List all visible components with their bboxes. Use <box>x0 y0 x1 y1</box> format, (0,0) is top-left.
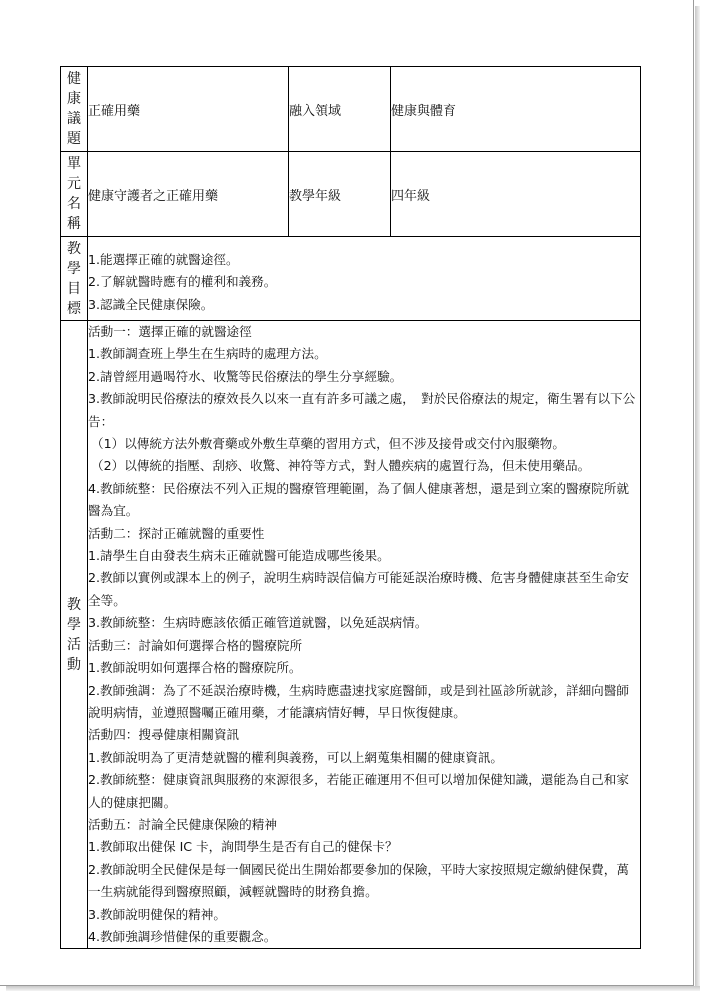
grade-value: 四年級 <box>391 152 641 237</box>
activity-step: 2.教師強調：為了不延誤治療時機，生病時應盡速找家庭醫師，或是到社區診所就診，詳細向醫師說明病情，並遵照醫囑正確用藥，才能讓病情好轉，早日恢復健康。 <box>88 682 629 720</box>
unit-value: 健康守護者之正確用藥 <box>88 152 289 237</box>
goal-item: 1.能選擇正確的就醫途徑。 <box>88 251 239 267</box>
activities-list <box>88 321 641 949</box>
goal-item: 2.了解就醫時應有的權利和義務。 <box>88 274 277 290</box>
activity-heading: 活動四：搜尋健康相關資訊 <box>88 727 240 743</box>
unit-label: 單 元 名 稱 <box>61 152 88 237</box>
activity-heading: 活動二：探討正確就醫的重要性 <box>88 525 265 541</box>
activity-step: 1.教師調查班上學生在生病時的處理方法。 <box>88 346 327 362</box>
activity-step: （2）以傳統的指壓、刮痧、收驚、神符等方式，對人體疾病的處置行為，但未使用藥品。 <box>91 458 591 474</box>
activity-step: 1.教師說明如何選擇合格的醫療院所。 <box>88 660 302 676</box>
domain-value: 健康與體育 <box>391 67 641 152</box>
activity-step: 2.請曾經用過喝符水、收驚等民俗療法的學生分享經驗。 <box>88 368 403 384</box>
unit-row <box>61 152 641 237</box>
activity-step: 4.教師強調珍惜健保的重要觀念。 <box>88 928 277 944</box>
activity-step: 2.教師統整：健康資訊與服務的來源很多，若能正確運用不但可以增加保健知識，還能為自己和家人的健康把關。 <box>88 772 629 810</box>
activity-heading: 活動五：討論全民健康保險的精神 <box>88 816 277 832</box>
activities-label: 教 學 活 動 <box>61 321 88 949</box>
activity-step: 3.教師統整：生病時應該依循正確管道就醫，以免延誤病情。 <box>88 615 428 631</box>
topic-label: 健 康 議 題 <box>61 67 88 152</box>
activity-step: 2.教師說明全民健保是每一個國民從出生開始都要參加的保險，平時大家按照規定繳納健保費，萬一生病就能得到醫療照顧，減輕就醫時的財務負擔。 <box>88 861 629 900</box>
goals-row <box>61 237 641 321</box>
activity-step: 1.請學生自由發表生病未正確就醫可能造成哪些後果。 <box>88 548 390 564</box>
domain-label: 融入領域 <box>289 67 391 152</box>
activity-heading: 活動一：選擇正確的就醫途徑 <box>88 324 252 339</box>
activity-step: 3.教師說明民俗療法的療效長久以來一直有許多可議之處， 對於民俗療法的規定，衛生署有以下公告： <box>88 391 636 429</box>
page-shadow-bottom <box>6 986 700 991</box>
topic-row <box>61 67 641 152</box>
goals-label: 教 學 目 標 <box>61 237 88 321</box>
topic-value: 正確用藥 <box>88 67 289 152</box>
activities-row <box>61 321 641 949</box>
activity-step: 2.教師以實例或課本上的例子，說明生病時誤信偏方可能延誤治療時機、危害身體健康甚至生命安全等。 <box>88 570 629 608</box>
page-shadow-right <box>695 6 700 988</box>
activity-heading: 活動三：討論如何選擇合格的醫療院所 <box>88 637 303 653</box>
activity-step: 4.教師統整：民俗療法不列入正規的醫療管理範圍，為了個人健康著想，還是到立案的醫療院所就醫為宜。 <box>88 480 629 519</box>
goals-list <box>88 237 641 321</box>
activity-step: 1.教師說明為了更清楚就醫的權利與義務，可以上網蒐集相關的健康資訊。 <box>88 749 504 765</box>
activity-step: 1.教師取出健保 IC 卡，詢問學生是否有自己的健保卡？ <box>88 839 398 855</box>
goal-item: 3.認識全民健康保險。 <box>88 296 214 312</box>
activity-step: （1）以傳統方法外敷膏藥或外敷生草藥的習用方式，但不涉及接骨或交付內服藥物。 <box>91 436 565 452</box>
activity-step: 3.教師說明健保的精神。 <box>88 906 226 922</box>
lesson-plan-table <box>60 66 641 949</box>
grade-label: 教學年級 <box>289 152 391 237</box>
